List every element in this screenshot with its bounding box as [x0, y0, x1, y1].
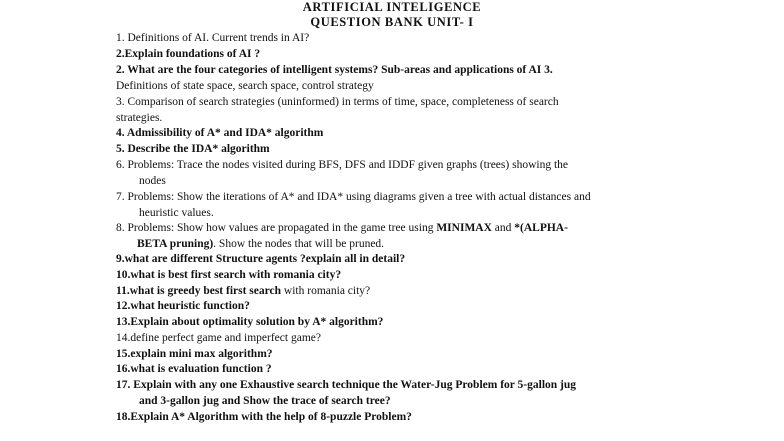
- question-11: 10.what is best first search with romania city?: [116, 269, 342, 281]
- question-18-line2: and 3-gallon jug and Show the trace of search tree?: [139, 394, 391, 407]
- question-14: 13.Explain about optimality solution by A* algorithm?: [116, 316, 384, 328]
- question-18-line1: 17. Explain with any one Exhaustive search technique the Water-Jug Problem for 5-gallon jug: [116, 379, 577, 391]
- question-7-line2: nodes: [139, 174, 166, 187]
- question-3-line2: Definitions of state space, search space, control strategy: [116, 79, 374, 92]
- question-9-beta: BETA pruning): [137, 237, 214, 250]
- question-7-line1: 6. Problems: Trace the nodes visited during BFS, DFS and IDDF given graphs (trees) showing the: [116, 159, 568, 171]
- question-1: 1. Definitions of AI. Current trends in AI?: [116, 32, 310, 44]
- question-12: [116, 284, 772, 300]
- question-12-bold: 11.what is greedy best first search: [116, 285, 282, 297]
- document-subtitle: QUESTION BANK UNIT- I: [310, 15, 474, 29]
- question-9-text-end: . Show the nodes that will be pruned.: [213, 237, 385, 250]
- question-9-and: and: [491, 222, 515, 234]
- question-19: 18.Explain A* Algorithm with the help of 8-puzzle Problem?: [116, 411, 412, 423]
- question-9-text: 8. Problems: Show how values are propagated in the game tree using: [116, 222, 437, 234]
- question-8-line2: heuristic values.: [139, 206, 214, 219]
- question-5: 4. Admissibility of A* and IDA* algorithm: [116, 127, 324, 139]
- question-18: [116, 378, 772, 409]
- question-9: [116, 221, 772, 252]
- question-17: 16.what is evaluation function ?: [116, 363, 272, 375]
- question-3: [116, 63, 772, 94]
- question-7: [116, 158, 772, 189]
- question-12-rest: with romania city?: [281, 285, 371, 297]
- question-15: 14.define perfect game and imperfect game?: [116, 332, 321, 344]
- question-2: 2.Explain foundations of AI ?: [116, 48, 261, 60]
- question-4-line2: strategies.: [116, 111, 163, 124]
- question-8: [116, 190, 772, 221]
- document-title: ARTIFICIAL INTELIGENCE: [302, 0, 482, 14]
- question-9-minimax: MINIMAX: [436, 222, 492, 234]
- question-16: 15.explain mini max algorithm?: [116, 348, 273, 360]
- question-10: 9.what are different Structure agents ?explain all in detail?: [116, 253, 406, 265]
- question-8-line1: 7. Problems: Show the iterations of A* and IDA* using diagrams given a tree with actual distances and: [116, 191, 591, 203]
- question-4-line1: 3. Comparison of search strategies (uninformed) in terms of time, space, completeness of search: [116, 96, 559, 108]
- question-9-alpha: *(ALPHA-: [514, 222, 568, 234]
- question-13: 12.what heuristic function?: [116, 300, 250, 312]
- question-6: 5. Describe the IDA* algorithm: [116, 143, 270, 155]
- question-4: [116, 95, 772, 126]
- question-3-line1: 2. What are the four categories of intelligent systems? Sub-areas and applications of AI 3.: [116, 64, 553, 76]
